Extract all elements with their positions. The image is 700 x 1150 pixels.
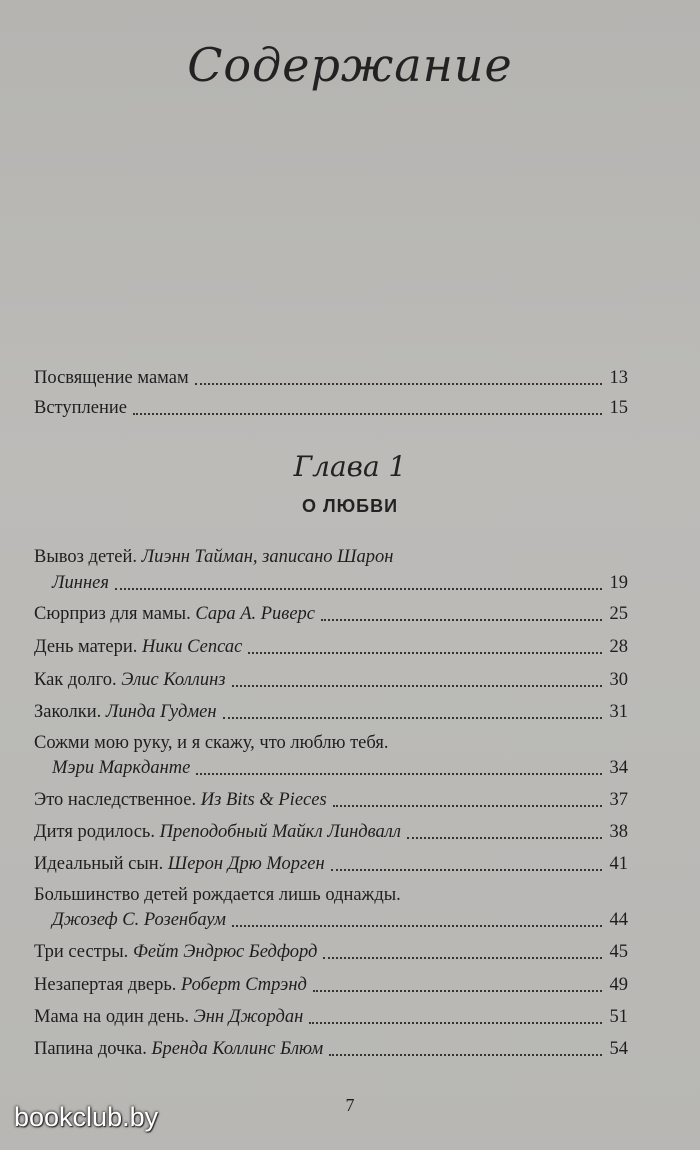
toc-entry <box>34 636 628 658</box>
watermark: bookclub.by <box>14 1102 159 1132</box>
toc-entry <box>34 789 628 811</box>
entry-page: 45 <box>609 942 628 962</box>
chapter-subtitle: О ЛЮБВИ <box>301 496 399 516</box>
dot-leader <box>309 1021 602 1024</box>
entry-author: Энн Джордан <box>193 1007 304 1027</box>
dot-leader <box>223 716 602 719</box>
entry-title: Как долго. <box>34 670 117 690</box>
toc-entry <box>34 974 628 996</box>
chapter-heading: Глава 1 <box>293 450 407 483</box>
entry-author: Преподобный Майкл Линдвалл <box>159 822 401 842</box>
toc-entry <box>34 572 628 594</box>
entry-page: 49 <box>609 975 628 995</box>
dot-leader <box>331 868 602 871</box>
dot-leader <box>313 989 602 992</box>
toc-entry-intro <box>34 397 628 419</box>
dot-leader <box>195 382 602 385</box>
dot-leader <box>248 651 602 654</box>
toc-entry <box>34 669 628 691</box>
entry-author: Элис Коллинз <box>121 670 226 690</box>
toc-entry <box>34 821 628 843</box>
entry-page: 34 <box>609 758 628 778</box>
page-number: 7 <box>345 1095 355 1115</box>
toc-entry-line1: Большинство детей рождается лишь однажды. <box>34 885 401 905</box>
entry-page: 25 <box>609 604 628 624</box>
dot-leader <box>115 587 602 590</box>
dot-leader <box>329 1053 602 1056</box>
entry-title: Посвящение мамам <box>34 368 189 388</box>
entry-author: Бренда Коллинс Блюм <box>151 1039 324 1059</box>
toc-entry <box>34 941 628 963</box>
entry-title: Вывоз детей. <box>34 547 138 567</box>
entry-page: 31 <box>609 702 628 722</box>
entry-author: Роберт Стрэнд <box>181 975 307 995</box>
dot-leader <box>407 836 602 839</box>
entry-author: Мэри Маркданте <box>52 758 191 778</box>
entry-author: Ники Сепсас <box>142 637 243 657</box>
entry-title: Идеальный сын. <box>34 854 164 874</box>
entry-page: 30 <box>609 670 628 690</box>
entry-title: Папина дочка. <box>34 1039 147 1059</box>
entry-author: Из Bits & Pieces <box>200 790 327 810</box>
toc-entry <box>34 1038 628 1060</box>
entry-title: Три сестры. <box>34 942 129 962</box>
entry-title: Дитя родилось. <box>34 822 155 842</box>
entry-title: Это наследственное. <box>34 790 197 810</box>
entry-page: 13 <box>609 368 628 388</box>
toc-entry-line1 <box>34 546 628 568</box>
entry-page: 54 <box>609 1039 628 1059</box>
entry-author: Джозеф С. Розенбаум <box>52 910 226 930</box>
toc-entry <box>34 1006 628 1028</box>
toc-entry <box>34 603 628 625</box>
toc-entry <box>34 757 628 779</box>
entry-title: Заколки. <box>34 702 102 722</box>
dot-leader <box>321 618 602 621</box>
entry-title: Сюрприз для мамы. <box>34 604 191 624</box>
toc-entry <box>34 853 628 875</box>
entry-page: 38 <box>609 822 628 842</box>
entry-title: Мама на один день. <box>34 1007 189 1027</box>
entry-author: Линда Гудмен <box>105 702 217 722</box>
dot-leader <box>133 412 602 415</box>
entry-page: 44 <box>609 910 628 930</box>
dot-leader <box>232 924 602 927</box>
dot-leader <box>232 684 603 687</box>
entry-title: Незапертая дверь. <box>34 975 177 995</box>
entry-author: Шерон Дрю Морген <box>167 854 325 874</box>
entry-page: 28 <box>609 637 628 657</box>
entry-author: Лиэнн Тайман, записано Шарон <box>141 547 394 567</box>
entry-author: Фейт Эндрюс Бедфорд <box>132 942 318 962</box>
toc-entry-line1: Сожми мою руку, и я скажу, что люблю тебя. <box>34 733 389 753</box>
page-title: Содержание <box>187 38 513 92</box>
dot-leader <box>196 772 602 775</box>
toc-entry-dedication <box>34 367 628 389</box>
toc-entry <box>34 909 628 931</box>
entry-page: 51 <box>609 1007 628 1027</box>
entry-page: 19 <box>609 573 628 593</box>
entry-author: Сара А. Риверс <box>195 604 316 624</box>
entry-title: День матери. <box>34 637 138 657</box>
entry-title: Вступление <box>34 398 127 418</box>
entry-page: 41 <box>609 854 628 874</box>
entry-page: 37 <box>609 790 628 810</box>
toc-entry <box>34 701 628 723</box>
dot-leader <box>333 804 602 807</box>
entry-author: Линнея <box>52 573 109 593</box>
entry-page: 15 <box>609 398 628 418</box>
dot-leader <box>323 956 602 959</box>
